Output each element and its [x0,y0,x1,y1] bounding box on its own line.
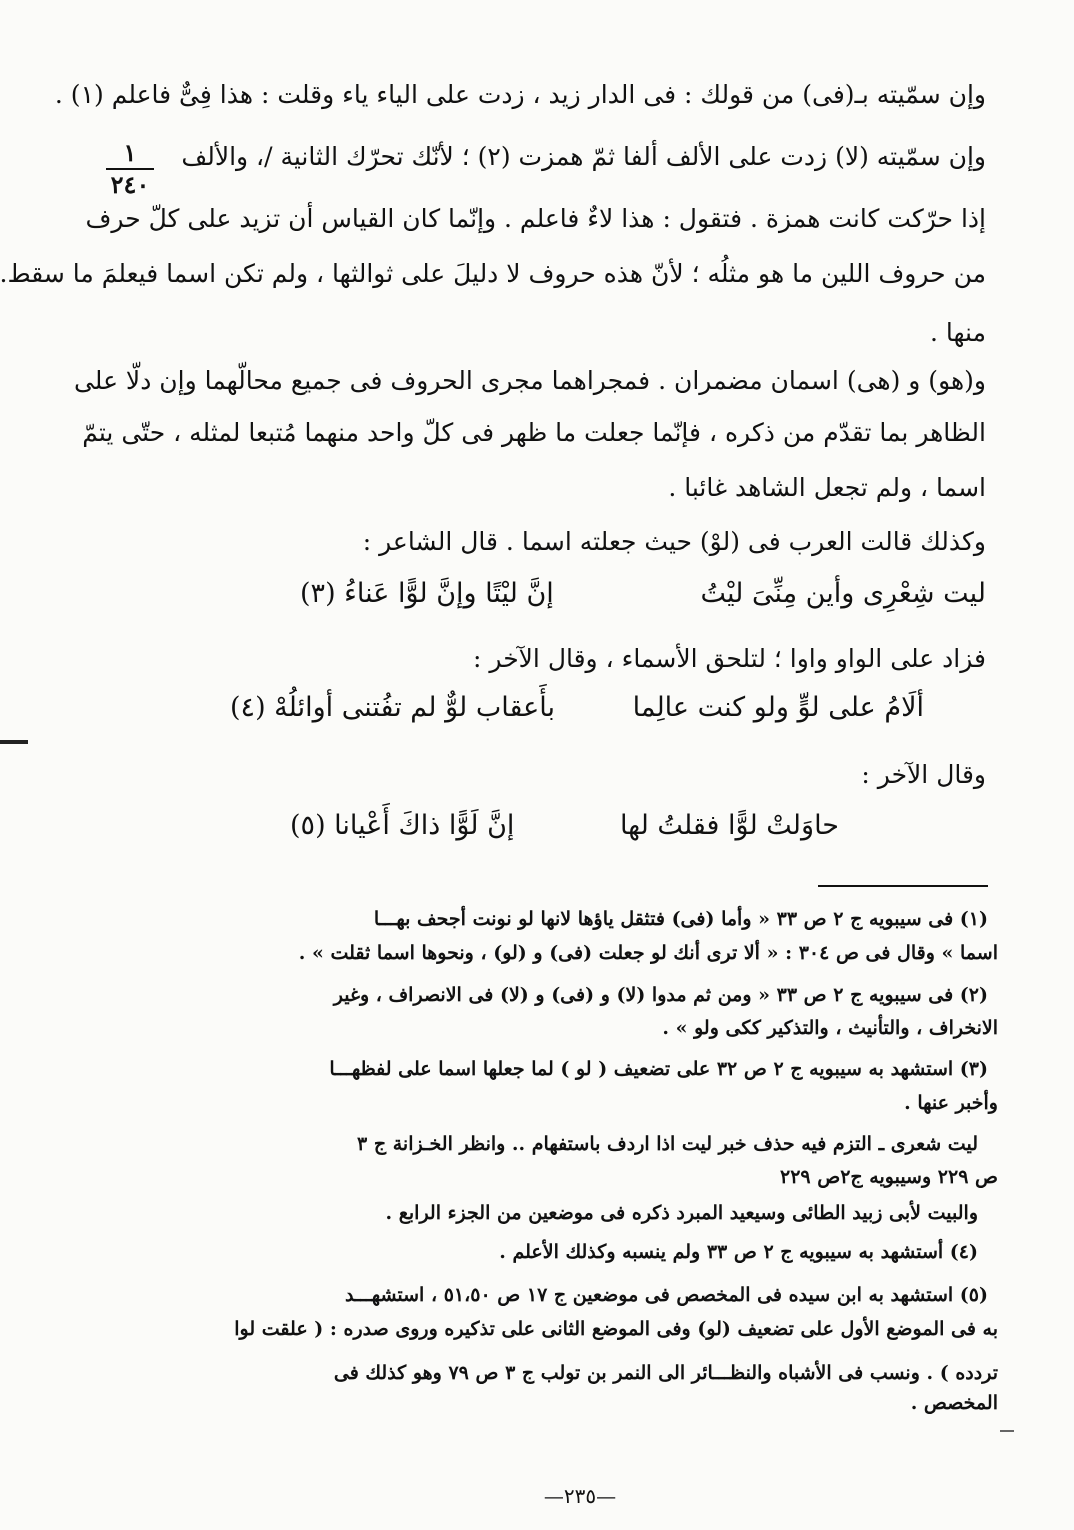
footnote-line: والبيت لأبى زبيد الطائى وسيعيد المبرد ذكره فى موضعين من الجزء الرابع . [385,1202,978,1224]
footnote-line: ليت شعرى ـ التزم فيه حذف خبر ليت اذا اردف باستفهام .. وانظر الخـزانة ج ٣ [357,1133,978,1155]
body-line: فزاد على الواو واوا ؛ لتلحق الأسماء ، وقال الآخر : [473,644,986,673]
body-line: إذا حرّكت كانت همزة . فتقول : هذا لاءٌ فاعلم . وإنّما كان القياس أن تزيد على كلّ حرف [85,204,986,233]
verse-2-first-hemistich: ألَامُ على لوٍّ ولو كنت عالِما [632,692,924,723]
footnote-line: ص ٢٢٩ وسيبويه ج٢ص ٢٢٩ [779,1166,998,1188]
body-line: وكذلك قالت العرب فى (لوْ) حيث جعلته اسما . قال الشاعر : [362,527,986,556]
footnote-divider [818,885,988,887]
body-line: وقال الآخر : [861,760,986,789]
body-line: و(هو) و (هى) اسمان مضمران . فمجراهما مجرى الحروف فى جميع محالّهما وإن دلّا على [73,366,986,395]
footnote-line: (٥) استشهد به ابن سيده فى المخصص فى موضعين ج ١٧ ص ٥١،٥٠ ، استشهـــد [345,1284,988,1306]
verse-2-second-hemistich: بأَعقاب لوٌّ لم تفُتنى أوائلُهْ (٤) [230,692,555,723]
body-line: وإن سمّيته بـ(فى) من قولك : فى الدار زيد ، زدت على الياء ياء وقلت : هذا فِىٌّ فاعلم (١) . [54,80,986,109]
footnote-line: (٢) فى سيبويه ج ٢ ص ٣٣ « ومن ثم مدوا (لا) و (فى) و (لا) فى الانصراف ، وغير [333,984,988,1006]
body-line: منها . [930,318,986,347]
margin-ref-bottom: ٢٤٠ [110,170,150,200]
footnote-line: (١) فى سيبويه ج ٢ ص ٣٣ « وأما (فى) فتثقل ياؤها لانها لو نونت أجحف بهـــا [373,908,988,930]
footnote-line: المخصص . [910,1392,998,1414]
body-line: اسما ، ولم تجعل الشاهد غائبا . [668,473,986,502]
footnote-line: (٣) استشهد به سيبويه ج ٢ ص ٣٢ على تضعيف ( لو ) لما جعلها اسما على لفظهـــا [329,1058,988,1080]
verse-1-second-hemistich: إنَّ ليْتًا وإنَّ لوًّا عَناءُ (٣) [300,578,554,609]
verse-1-first-hemistich: ليت شِعْرِى وأين مِنِّىَ ليْتُ [700,578,986,609]
verse-3-second-hemistich: إنَّ لَوًّا ذاكَ أَعْيانا (٥) [290,810,515,841]
margin-page-reference [100,140,160,199]
body-line: وإن سمّيته (لا) زدت على الألف ألفا ثمّ همزت (٢) ؛ لأنّك تحرّك الثانية /، والألف [181,142,986,171]
footnote-line: تردده ) . ونسب فى الأشباه والنظـــائر الى النمر بن تولب ج ٣ ص ٧٩ وهو كذلك فى [333,1362,998,1384]
margin-ref-top: ١ [123,138,137,167]
scan-edge-tick [1000,1430,1014,1432]
page-number: —٢٣٥— [543,1484,617,1508]
footnote-line: به فى الموضع الأول على تضعيف (لو) وفى الموضع الثانى على تذكيره وروى صدره : ( علقت لوا [234,1318,998,1340]
footnote-line: الانخراف ، والتأنيث ، والتذكير ككى ولو » . [662,1017,998,1039]
scan-edge-mark [0,740,28,744]
footnote-line: اسما » وقال فى ص ٣٠٤ : « ألا ترى أنك لو جعلت (فى) و (لو) ، ونحوها اسما ثقلت » . [298,942,998,964]
body-line: الظاهر بما تقدّم من ذكره ، فإنّما جعلت ما ظهر فى كلّ واحد منهما مُتبعا لمثله ، حتّى يتمّ [82,418,986,447]
verse-3-first-hemistich: حاوَلتْ لوًّا فقلتُ لها [619,810,839,841]
body-line: من حروف اللين ما هو مثلُه ؛ لأنّ هذه حروف لا دليلَ على ثوالثها ، ولم تكن اسما فيعلمَ ما سقط. [0,259,986,288]
footnote-line: وأخبر عنها . [904,1092,998,1114]
footnote-line: (٤) أستشهد به سيبويه ج ٢ ص ٣٣ ولم ينسبه وكذلك الأعلم . [499,1241,978,1263]
